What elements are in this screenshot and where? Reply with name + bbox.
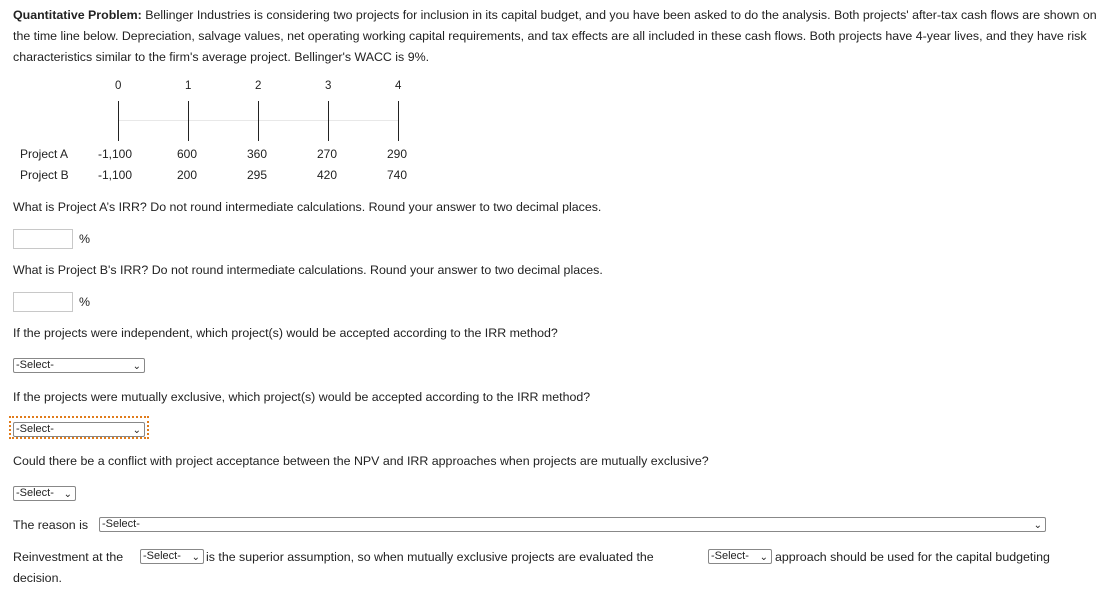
project-b-cf-3: 420 [317, 168, 338, 182]
project-b-cf-1: 200 [177, 168, 198, 182]
reinvestment-text-4: decision. [13, 571, 62, 585]
reason-select[interactable] [99, 517, 1046, 532]
chevron-down-icon: ⌄ [759, 552, 768, 563]
conflict-select-value: -Select- [16, 487, 54, 499]
question-independent: If the projects were independent, which project(s) would be accepted according to the IRR method? [13, 326, 558, 340]
project-b-cf-4: 740 [387, 168, 408, 182]
question-conflict: Could there be a conflict with project acceptance between the NPV and IRR approaches when projects are mutually exclusive? [13, 454, 709, 468]
period-label: 4 [395, 80, 402, 92]
question-mutually-exclusive: If the projects were mutually exclusive, which project(s) would be accepted according to the IRR method? [13, 390, 591, 404]
period-tick [328, 101, 329, 141]
problem-text: Bellinger Industries is considering two projects for inclusion in its capital budget, and you have been asked to do the analysis. Both projects' after-tax cash flows are shown on the time line below. Depreciation, salvage values, net operating working capital requirements, and tax effects are all included in these cash flows. Both projects have 4-year lives, and they have risk characteristics similar to the firm's average project. Bellinger's WACC is 9%. [13, 8, 1097, 64]
problem-intro [13, 5, 1101, 68]
project-a-cf-4: 290 [387, 147, 408, 161]
question-irr-a: What is Project A’s IRR? Do not round intermediate calculations. Round your answer to two decimal places. [13, 200, 602, 214]
problem-label: Quantitative Problem: [13, 8, 142, 22]
mutually-exclusive-select-value: -Select- [16, 423, 54, 435]
reason-select-value: -Select- [102, 518, 140, 530]
project-a-cf-3: 270 [317, 147, 338, 161]
irr-a-input[interactable] [13, 229, 73, 249]
project-a-label: Project A [20, 147, 69, 161]
period-tick [118, 101, 119, 141]
mutually-exclusive-select[interactable] [13, 422, 145, 437]
period-tick [398, 101, 399, 141]
chevron-down-icon: ⌄ [132, 361, 141, 372]
period-label: 2 [255, 80, 262, 92]
period-label: 1 [185, 80, 192, 92]
independent-select-value: -Select- [16, 359, 54, 371]
reinvestment-text-1: Reinvestment at the [13, 550, 124, 564]
reason-prefix: The reason is [13, 518, 89, 532]
project-a-cf-1: 600 [177, 147, 198, 161]
reinvestment-rate-select[interactable] [140, 549, 204, 564]
period-label: 0 [115, 80, 122, 92]
project-b-cf-0: -1,100 [98, 168, 133, 182]
approach-select[interactable] [708, 549, 772, 564]
chevron-down-icon: ⌄ [191, 552, 200, 563]
irr-b-input[interactable] [13, 292, 73, 312]
chevron-down-icon: ⌄ [63, 489, 72, 500]
period-label: 3 [325, 80, 332, 92]
chevron-down-icon: ⌄ [132, 425, 141, 436]
irr-b-unit: % [79, 295, 91, 309]
irr-a-unit: % [79, 232, 91, 246]
project-b-cf-2: 295 [247, 168, 268, 182]
approach-select-value: -Select- [711, 550, 749, 562]
chevron-down-icon: ⌄ [1033, 520, 1042, 531]
project-a-cf-0: -1,100 [98, 147, 133, 161]
independent-select[interactable] [13, 358, 145, 373]
conflict-select[interactable] [13, 486, 76, 501]
project-a-cf-2: 360 [247, 147, 268, 161]
reinvestment-text-2: is the superior assumption, so when mutually exclusive projects are evaluated the [206, 550, 654, 564]
question-irr-b: What is Project B's IRR? Do not round intermediate calculations. Round your answer to two decimal places. [13, 263, 603, 277]
period-tick [258, 101, 259, 141]
project-b-label: Project B [20, 168, 69, 182]
period-tick [188, 101, 189, 141]
reinvestment-rate-select-value: -Select- [143, 550, 181, 562]
reinvestment-text-3: approach should be used for the capital budgeting [775, 550, 1050, 564]
